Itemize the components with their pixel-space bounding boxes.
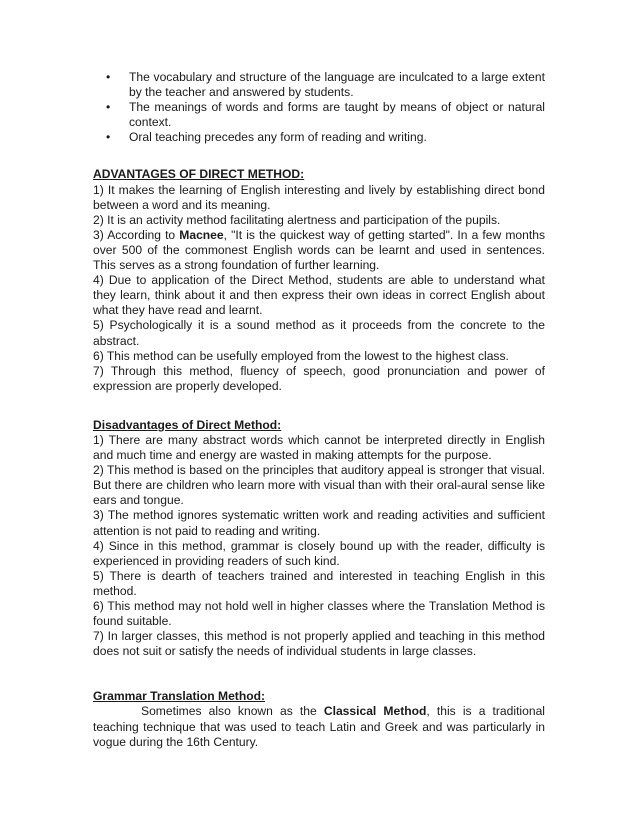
grammar-translation-section (93, 689, 545, 749)
paragraph: 6) This method can be usefully employed from the lowest to the highest class. (93, 348, 509, 363)
paragraph: 6) This method may not hold well in higher classes where the Translation Method is found suitable. (93, 599, 545, 629)
paragraph: Sometimes also known as the Classical Method, this is a traditional teaching technique that was used to teach Latin and Greek and was particularly in vogue during the 16th Century. (93, 704, 545, 749)
list-item: • The vocabulary and structure of the language are inculcated to a large extent by the teacher and answered by students. (106, 70, 545, 100)
paragraph: 1) There are many abstract words which cannot be interpreted directly in English and much time and energy are wasted in making attempts for the purpose. (93, 432, 545, 463)
paragraph: 2) It is an activity method facilitating alertness and participation of the pupils. (93, 212, 501, 227)
paragraph: 7) In larger classes, this method is not properly applied and teaching in this method does not suit or satisfy the needs of individual students in large classes. (93, 629, 545, 659)
paragraph: 4) Since in this method, grammar is closely bound up with the reader, difficulty is experienced in providing readers of such kind. (93, 538, 545, 568)
list-item: • Oral teaching precedes any form of reading and writing. (106, 130, 427, 145)
paragraph: 3) The method ignores systematic written work and reading activities and sufficient attention is not paid to reading and writing. (93, 508, 545, 538)
disadvantages-section (93, 418, 545, 660)
advantages-heading: ADVANTAGES OF DIRECT METHOD: (93, 167, 305, 182)
bullet-list (106, 70, 545, 145)
paragraph: 4) Due to application of the Direct Method, students are able to understand what they learn, think about it and then express their own ideas in correct English about what they have read and learnt. (93, 273, 545, 318)
disadvantages-heading: Disadvantages of Direct Method: (93, 417, 282, 432)
paragraph: 5) Psychologically it is a sound method as it proceeds from the concrete to the abstract. (93, 318, 545, 348)
paragraph: 7) Through this method, fluency of speech, good pronunciation and power of expression are properly developed. (93, 363, 545, 393)
bullet-icon: • (106, 70, 111, 84)
paragraph: 1) It makes the learning of English interesting and lively by establishing direct bond between a word and its meaning. (93, 182, 545, 212)
advantages-section (93, 167, 545, 393)
paragraph: 5) There is dearth of teachers trained and interested in teaching English in this method. (93, 568, 545, 598)
author-name: Macnee (179, 227, 224, 242)
classical-method-term: Classical Method (323, 704, 427, 719)
bullet-icon: • (106, 130, 111, 145)
bullet-icon: • (106, 100, 111, 115)
paragraph: 3) According to Macnee, "It is the quickest way of getting started". In a few months over 500 of the commonest English words can be learnt and used in sentences. This serves as a strong foundation of further learning. (93, 227, 545, 273)
grammar-heading: Grammar Translation Method: (93, 689, 266, 704)
paragraph: 2) This method is based on the principles that auditory appeal is stronger that visual. But there are children who learn more with visual than with their oral-aural sense like ears and tongue. (93, 463, 545, 508)
list-item: • The meanings of words and forms are taught by means of object or natural context. (106, 100, 545, 130)
